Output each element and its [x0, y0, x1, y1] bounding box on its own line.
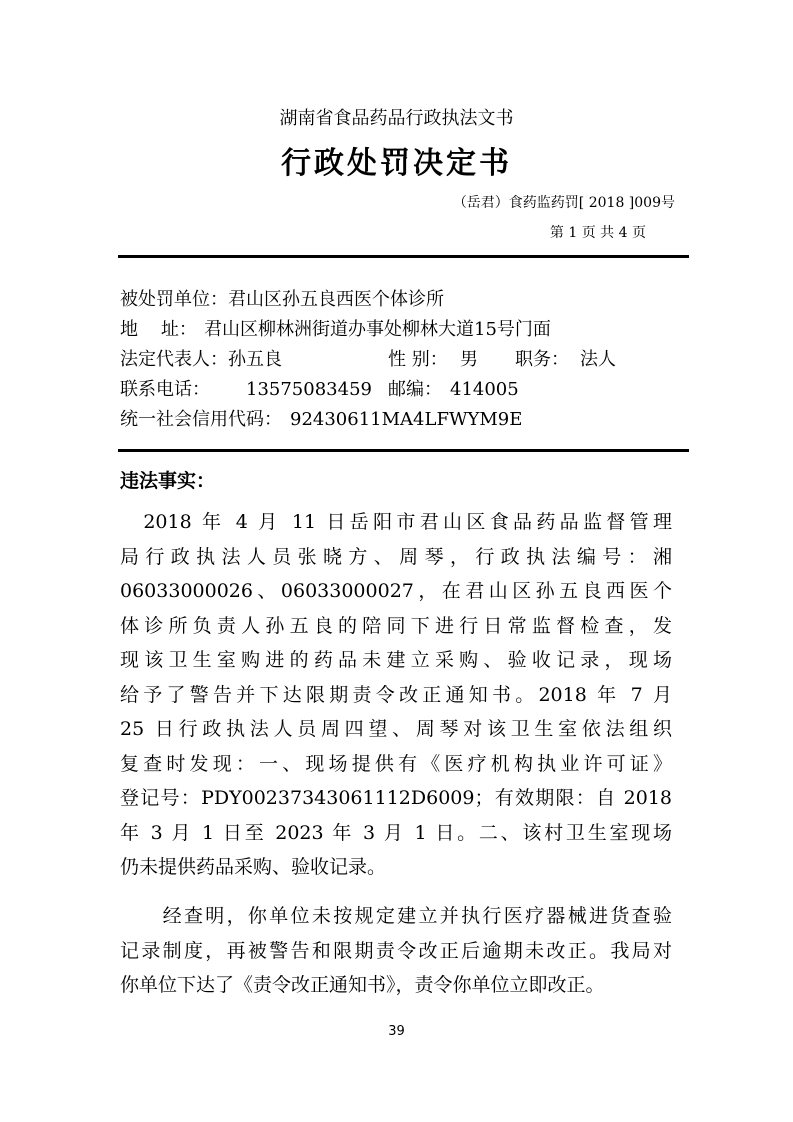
section-divider	[118, 449, 689, 452]
phone-value: 13575083459	[246, 379, 372, 400]
paragraph-line: 体诊所负责人孙五良的陪同下进行日常监督检查，发	[120, 614, 672, 637]
paragraph-line: 经查明，你单位未按规定建立并执行医疗器械进货查验	[120, 905, 672, 927]
paragraph-line: 给予了警告并下达限期责令改正通知书。2018 年 7 月	[120, 683, 672, 706]
paragraph-line: 记录制度，再被警告和限期责令改正后逾期未改正。我局对	[120, 939, 672, 962]
address-value: 君山区柳林洲街道办事处柳林大道15号门面	[204, 319, 551, 340]
paragraph-line: 局行政执法人员张晓方、周琴，行政执法编号：湘	[120, 545, 672, 568]
document-number: （岳君）食药监药罚[ 2018 ]009号	[452, 195, 675, 211]
unit-value: 君山区孙五良西医个体诊所	[228, 289, 444, 310]
facts-paragraph-2	[120, 899, 672, 1003]
address-label: 地 址：	[120, 319, 197, 340]
top-divider	[118, 255, 689, 258]
document-title: 行政处罚决定书	[281, 146, 512, 181]
unit-label: 被处罚单位：	[120, 289, 228, 310]
paragraph-line: 06033000026、06033000027，在君山区孙五良西医个	[120, 580, 672, 602]
paragraph-line: 25 日行政执法人员周四望、周琴对该卫生室依法组织	[120, 718, 672, 740]
paragraph-line: 现该卫生室购进的药品未建立采购、验收记录，现场	[120, 649, 672, 671]
position-value: 法人	[580, 349, 616, 370]
postcode-value: 414005	[450, 379, 519, 400]
header-org: 湖南省食品药品行政执法文书	[279, 108, 514, 129]
position-label: 职务：	[515, 349, 569, 370]
representative-label: 法定代表人：	[120, 349, 228, 370]
paragraph-line: 仍未提供药品采购、验收记录。	[120, 856, 387, 878]
gender-value: 男	[460, 349, 478, 370]
representative-value: 孙五良	[228, 349, 282, 370]
credit-code-label: 统一社会信用代码：	[120, 409, 282, 430]
credit-code-value: 92430611MA4LFWYM9E	[290, 409, 523, 430]
postcode-label: 邮编：	[388, 379, 442, 400]
paragraph-line: 登记号：PDY00237343061112D6009；有效期限：自 2018	[120, 787, 672, 809]
paragraph-line: 你单位下达了《责令改正通知书》，责令你单位立即改正。	[120, 974, 605, 996]
paragraph-line: 复查时发现：一、现场提供有《医疗机构执业许可证》	[120, 752, 672, 775]
page-number: 39	[388, 1024, 405, 1039]
paragraph-line: 年 3 月 1 日至 2023 年 3 月 1 日。二、该村卫生室现场	[120, 821, 672, 844]
paragraph-line: 2018 年 4 月 11 日岳阳市君山区食品药品监督管理	[120, 511, 672, 533]
page-info: 第 1 页 共 4 页	[549, 225, 646, 241]
phone-label: 联系电话：	[120, 379, 210, 400]
facts-paragraph-1	[120, 505, 672, 885]
facts-heading: 违法事实：	[120, 470, 216, 492]
gender-label: 性 别：	[388, 349, 448, 370]
